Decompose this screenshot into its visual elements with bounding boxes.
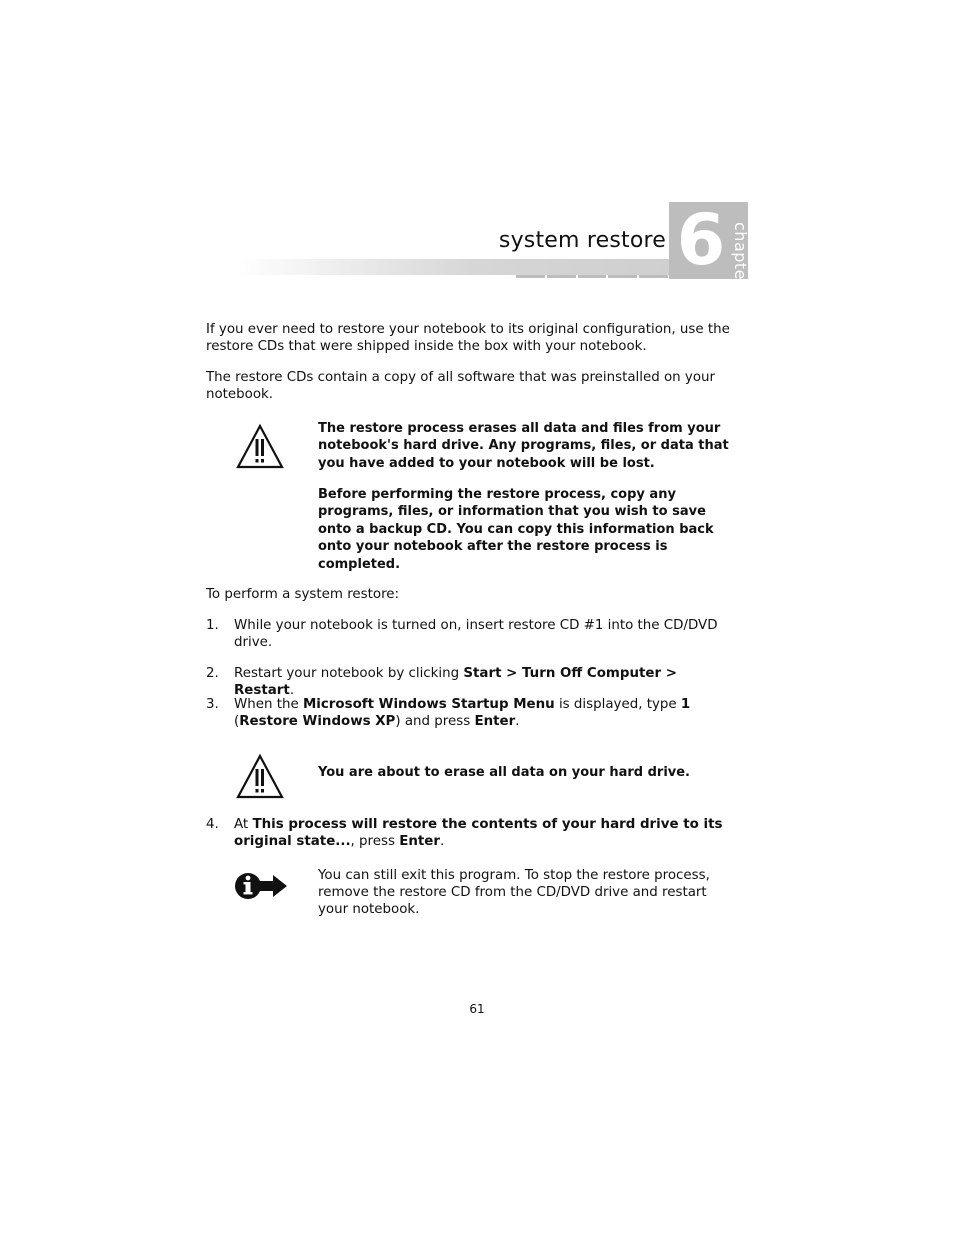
step-number: 1. [206,618,219,633]
step-number: 2. [206,666,219,681]
intro-paragraph-1: If you ever need to restore your notebook to its original configuration, use the restore CDs that were shipped inside the box with your notebook. [206,322,730,355]
step-text: While your notebook is turned on, insert restore CD #1 into the CD/DVD drive. [234,618,718,651]
chapter-title: system restore [498,228,666,253]
intro-paragraph-2: The restore CDs contain a copy of all software that was preinstalled on your notebook. [206,370,716,403]
warning-text-3: You are about to erase all data on your hard drive. [318,765,690,780]
chapter-label: chapter [731,222,750,288]
info-note-text: You can still exit this program. To stop the restore process, remove the restore CD from the CD/DVD drive and restart your notebook. [318,868,710,918]
step-number: 4. [206,817,219,832]
step-text: At This process will restore the contents of your hard drive to its original state..., press Enter. [234,817,723,850]
warning-triangle-icon [235,423,289,473]
info-pointer-icon [233,869,287,919]
step-text: Restart your notebook by clicking Start > Turn Off Computer > Restart. [234,666,677,699]
step-text: When the Microsoft Windows Startup Menu is displayed, type 1 (Restore Windows XP) and press Enter. [234,697,691,730]
page-number: 61 [469,1002,485,1016]
header-tick-marks [516,275,668,278]
procedure-intro: To perform a system restore: [206,587,400,602]
chapter-number: 6 [676,199,726,281]
step-number: 3. [206,697,219,712]
warning-text-1: The restore process erases all data and files from your notebook's hard drive. Any programs, files, or data that you have added to your notebook will be lost. [318,421,729,471]
warning-text-2: Before performing the restore process, copy any programs, files, or information that you wish to save onto a backup CD. You can copy this information back onto your notebook after the restore process is completed. [318,487,714,572]
warning-triangle-icon [235,753,289,803]
header-gradient-bar [236,259,670,275]
